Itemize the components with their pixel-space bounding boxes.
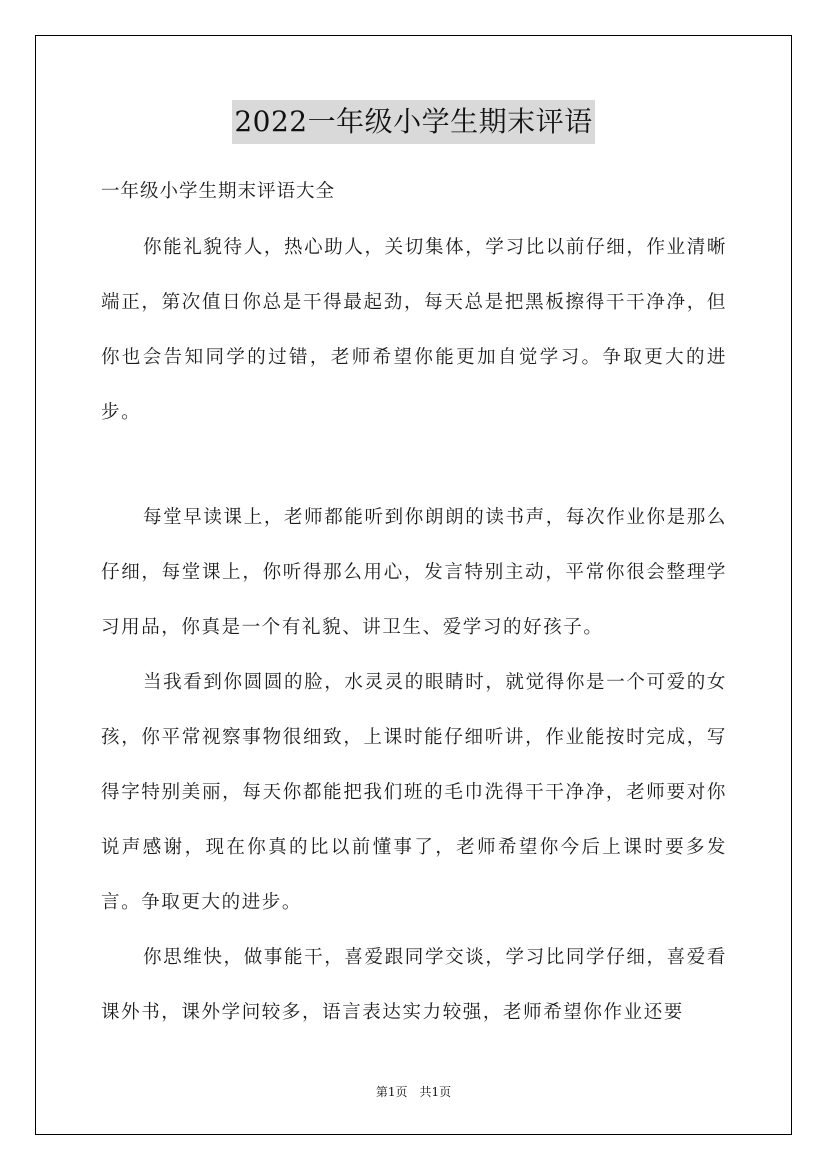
paragraph-2: 每堂早读课上，老师都能听到你朗朗的读书声，每次作业你是那么仔细，每堂课上，你听得那么用心，发言特别主动，平常你很会整理学习用品，你真是一个有礼貌、讲卫生、爱学习的好孩子。	[101, 507, 727, 638]
document-subtitle: 一年级小学生期末评语大全	[101, 181, 336, 202]
paragraph-3: 当我看到你圆圆的脸，水灵灵的眼睛时，就觉得你是一个可爱的女孩，你平常视察事物很细致，上课时能仔细听讲，作业能按时完成，写得字特别美丽，每天你都能把我们班的毛巾洗得干干净净，老师要对你说声感谢，现在你真的比以前懂事了，老师希望你今后上课时要多发言。争取更大的进步。	[101, 672, 727, 913]
paragraph-4: 你思维快，做事能干，喜爱跟同学交谈，学习比同学仔细，喜爱看课外书，课外学问较多，语言表达实力较强，老师希望你作业还要	[101, 947, 727, 1023]
body-block-2	[101, 490, 727, 1040]
page-number-footer: 第1页 共1页	[375, 1085, 452, 1099]
paragraph-1: 你能礼貌待人，热心助人，关切集体，学习比以前仔细，作业清晰端正，第次值日你总是干得最起劲，每天总是把黑板擦得干干净净，但你也会告知同学的过错，老师希望你能更加自觉学习。争取更大的进步。	[101, 237, 727, 423]
body-block-1	[101, 220, 727, 440]
document-title: 2022一年级小学生期末评语	[232, 100, 594, 144]
title-container	[0, 100, 827, 144]
